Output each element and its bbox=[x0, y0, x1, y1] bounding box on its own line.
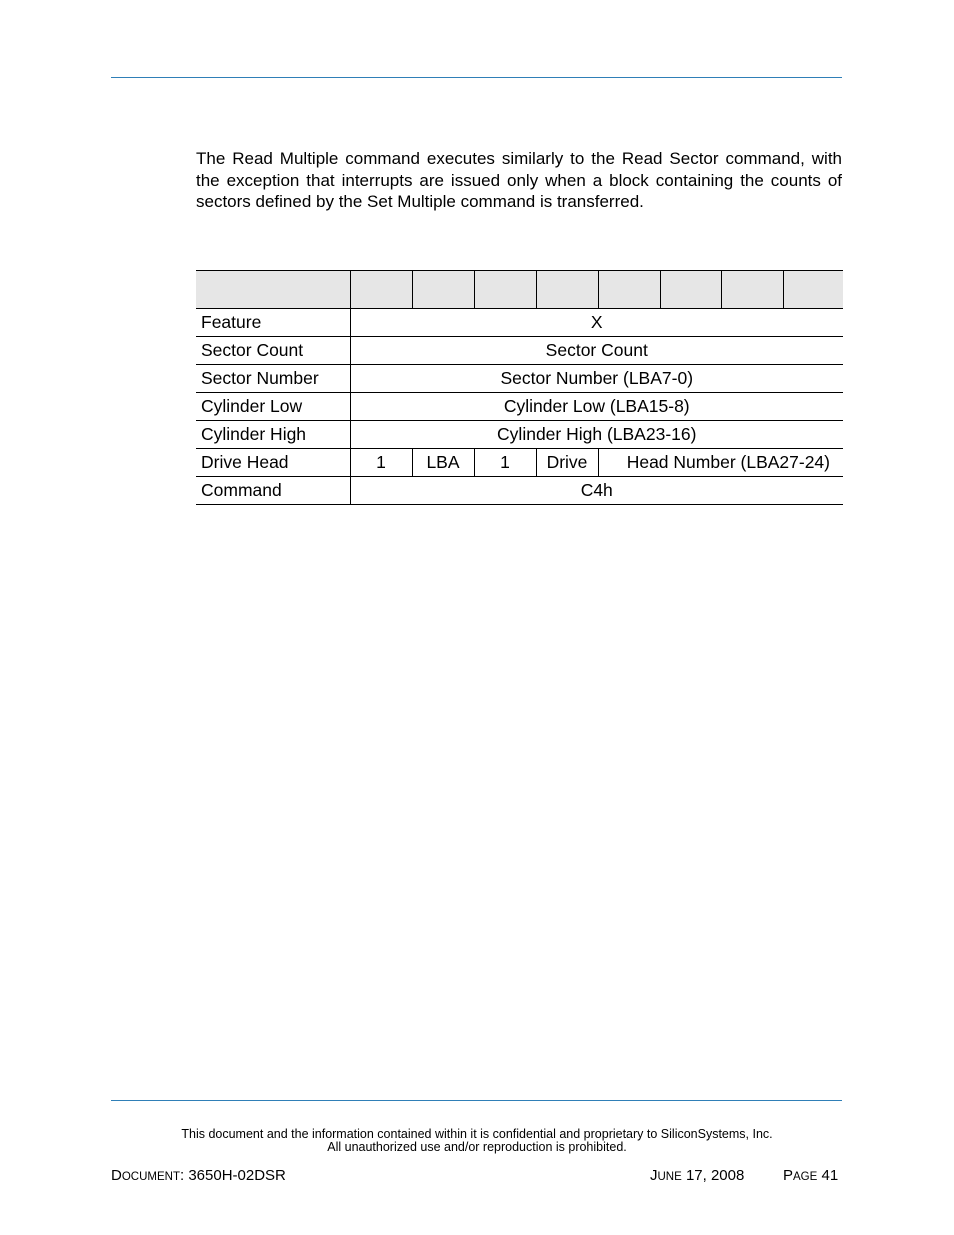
register-value: Sector Count bbox=[350, 337, 843, 365]
header-cell bbox=[660, 271, 721, 309]
register-value: Cylinder High (LBA23-16) bbox=[350, 421, 843, 449]
bit5-value: 1 bbox=[474, 449, 536, 477]
table-row bbox=[196, 393, 843, 421]
header-cell bbox=[598, 271, 660, 309]
register-value: Cylinder Low (LBA15-8) bbox=[350, 393, 843, 421]
notice-line: This document and the information contained within it is confidential and proprietary to SiliconSystems, Inc. bbox=[181, 1127, 773, 1141]
register-table bbox=[196, 270, 843, 505]
register-name: Cylinder High bbox=[196, 421, 350, 449]
register-name: Feature bbox=[196, 309, 350, 337]
table-row bbox=[196, 421, 843, 449]
footer-rule bbox=[111, 1100, 842, 1101]
description-paragraph: The Read Multiple command executes similarly to the Read Sector command, with the exception that interrupts are issued only when a block containing the counts of sectors defined by the Set Multiple command is transferred. bbox=[196, 149, 842, 211]
table-row bbox=[196, 337, 843, 365]
header-cell bbox=[783, 271, 843, 309]
table-row bbox=[196, 309, 843, 337]
document-date: JUNE 17, 2008 bbox=[650, 1167, 745, 1184]
register-name: Sector Number bbox=[196, 365, 350, 393]
bit4-value: Drive bbox=[536, 449, 598, 477]
bit6-value: LBA bbox=[412, 449, 474, 477]
register-name: Cylinder Low bbox=[196, 393, 350, 421]
header-cell bbox=[196, 271, 350, 309]
header-cell bbox=[350, 271, 412, 309]
page-number: PAGE 41 bbox=[783, 1167, 839, 1184]
header-cell bbox=[412, 271, 474, 309]
table-row bbox=[196, 365, 843, 393]
header-cell bbox=[474, 271, 536, 309]
header-cell bbox=[536, 271, 598, 309]
bit7-value: 1 bbox=[350, 449, 412, 477]
register-value: C4h bbox=[350, 477, 843, 505]
register-name: Drive Head bbox=[196, 449, 350, 477]
register-value: Sector Number (LBA7-0) bbox=[350, 365, 843, 393]
register-name: Sector Count bbox=[196, 337, 350, 365]
document-number: DOCUMENT: 3650H-02DSR bbox=[111, 1167, 286, 1184]
register-name: Command bbox=[196, 477, 350, 505]
notice-line: All unauthorized use and/or reproduction is prohibited. bbox=[327, 1140, 627, 1154]
table-header-row bbox=[196, 271, 843, 309]
head-number-value: Head Number (LBA27-24) bbox=[598, 449, 843, 477]
confidentiality-notice bbox=[0, 1128, 954, 1154]
register-value: X bbox=[350, 309, 843, 337]
table-row bbox=[196, 477, 843, 505]
header-cell bbox=[721, 271, 783, 309]
header-rule bbox=[111, 77, 842, 78]
table-row bbox=[196, 449, 843, 477]
